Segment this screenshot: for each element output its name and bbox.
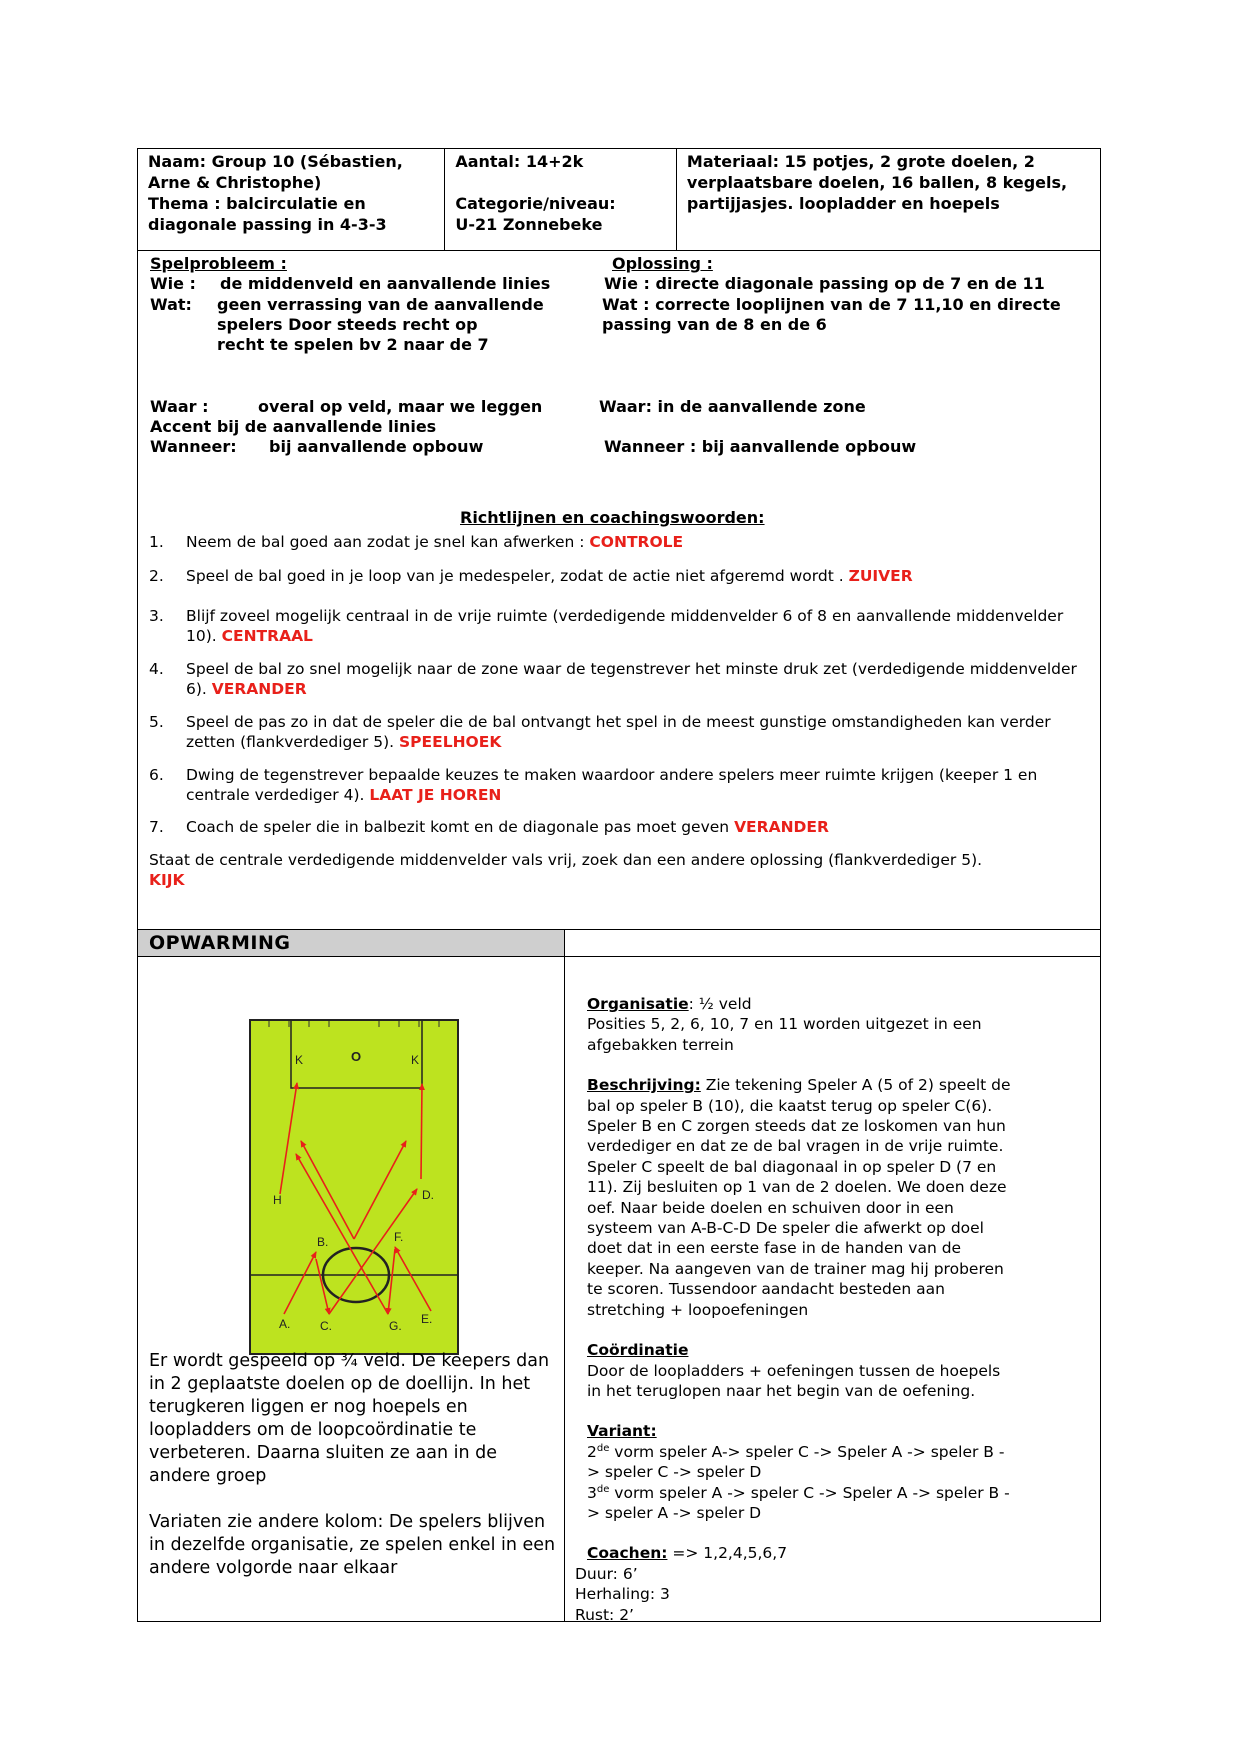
problem-solution-box: [137, 251, 1101, 930]
rest: Rust: 2’: [575, 1605, 634, 1624]
problem-when-label: Wanneer:: [150, 437, 237, 456]
guideline-item: 2. Speel de bal goed in je loop van je medespeler, zodat de actie niet afgeremd wordt . ZUIVER: [149, 567, 913, 585]
diagram-label: E.: [421, 1312, 433, 1326]
problem-who-label: Wie :: [150, 274, 196, 293]
duration: Duur: 6’: [575, 1564, 638, 1583]
problem-what-label: Wat:: [150, 295, 192, 314]
diagram-label: D.: [422, 1188, 434, 1202]
header-row: [137, 148, 1101, 251]
guideline-item: 5. Speel de pas zo in dat de speler die de bal ontvangt het spel in de meest gunstige omstandigheden kan verder zetten (flankverdediger 5). SPEELHOEK: [149, 713, 1051, 751]
header-name-theme: Naam: Group 10 (Sébastien, Arne & Christophe) Thema : balcirculatie en diagonale passing in 4-3-3: [138, 149, 445, 250]
solution-when: Wanneer : bij aanvallende opbouw: [604, 437, 917, 456]
opwarming-title: OPWARMING: [149, 932, 291, 954]
diagram-label: O: [351, 1049, 362, 1064]
warmup-description: Er wordt gespeeld op ¾ veld. De keepers dan in 2 geplaatste doelen op de doellijn. In het terugkeren liggen er nog hoepels en loopladders om de loopcoördinatie te verbeteren. Daarna sluiten ze aan in de andere groep: [149, 1351, 550, 1486]
header-count-category: Aantal: 14+2k Categorie/niveau: U-21 Zonnebeke: [445, 149, 677, 250]
problem-who: de middenveld en aanvallende linies: [220, 274, 551, 293]
diagram-label: F.: [394, 1230, 404, 1244]
problem-where: overal op veld, maar we leggen: [258, 397, 543, 416]
problem-where-label: Waar :: [150, 397, 209, 416]
opwarming-section: [137, 930, 1101, 1622]
opwarming-right-column: [565, 930, 1100, 1624]
guideline-extra: Staat de centrale verdedigende middenvelder vals vrij, zoek dan een andere oplossing (flankverdediger 5). KIJK: [149, 851, 983, 889]
warmup-details: Organisatie: ½ veld Posities 5, 2, 6, 10, 7 en 11 worden uitgezet in een afgebakken terrein Beschrijving: Zie tekening Speler A (5 of 2) speelt de bal op speler B (10), die kaatst terug op speler C(6). Speler B en C zorgen steeds dat ze loskomen van hun verdediger en dat ze de bal vragen in de vrije ruimte. Speler C speelt de bal diagonaal in op speler D (7 en 11). Zij besluiten op 1 van de 2 doelen. We doen deze oef. Naar beide doelen en schuiven door in een systeem van A-B-C-D De speler die afwerkt op doel doet dat in een eerste fase in de handen van de keeper. Na aangeven van de trainer mag hij proberen te scoren. Tussendoor aandacht besteden aan stretching + loopoefeningen Coördinatie Door de loopladders + oefeningen tussen de hoepels in het teruglopen naar het begin van de oefening. Variant: 2de vorm speler A-> speler C -> Speler A -> speler B -> speler C -> speler D 3de vorm speler A -> speler C -> Speler A -> speler B -> speler A -> speler D Coachen: => 1,2,4,5,6,7 Duur: 6’ Herhaling: 3 Rust: 2’: [587, 994, 1017, 1625]
guideline-item: 6. Dwing de tegenstrever bepaalde keuzes te maken waardoor andere spelers meer ruimte krijgen (keeper 1 en centrale verdediger 4). LAAT JE HOREN: [149, 766, 1038, 804]
warmup-variation-note: Variaten zie andere kolom: De spelers blijven in dezelfde organisatie, ze spelen enkel in een andere volgorde naar elkaar: [149, 1512, 556, 1578]
header-material: Materiaal: 15 potjes, 2 grote doelen, 2 verplaatsbare doelen, 16 ballen, 8 kegels, partijjasjes. loopladder en hoepels: [686, 152, 1068, 213]
diagram-label: G.: [389, 1319, 402, 1333]
richtlijnen-title: Richtlijnen en coachingswoorden:: [460, 508, 765, 527]
guideline-item: 4. Speel de bal zo snel mogelijk naar de zone waar de tegenstrever het minste druk zet (verdedigende middenvelder 6). VERANDER: [149, 660, 1077, 698]
guideline-item: 1. Neem de bal goed aan zodat je snel kan afwerken : CONTROLE: [149, 533, 684, 551]
solution-what-1: Wat : correcte looplijnen van de 7 11,10 en directe: [602, 295, 1061, 314]
diagram-label: C.: [320, 1319, 332, 1333]
guideline-item: 7. Coach de speler die in balbezit komt en de diagonale pas moet geven VERANDER: [149, 818, 829, 836]
solution-where: Waar: in de aanvallende zone: [599, 397, 866, 416]
problem-what-3: recht te spelen bv 2 naar de 7: [217, 335, 489, 354]
pass-arrow: [421, 1084, 422, 1179]
diagram-label: K: [295, 1053, 304, 1067]
exercise-diagram: [249, 1019, 460, 1356]
diagram-label: H: [273, 1193, 282, 1207]
solution-who: Wie : directe diagonale passing op de 7 en de 11: [604, 274, 1045, 293]
guideline-item: 3. Blijf zoveel mogelijk centraal in de vrije ruimte (verdedigende middenvelder 6 of 8 en aanvallende middenvelder 10). CENTRAAL: [149, 607, 1064, 645]
solution-what-2: passing van de 8 en de 6: [602, 315, 827, 334]
repetitions: Herhaling: 3: [575, 1585, 670, 1604]
problem-accent: Accent bij de aanvallende linies: [150, 417, 437, 436]
oplossing-title: Oplossing :: [612, 254, 713, 273]
diagram-label: K: [411, 1053, 420, 1067]
problem-what-1: geen verrassing van de aanvallende: [217, 295, 544, 314]
problem-what-2: spelers Door steeds recht op: [217, 315, 478, 334]
training-sheet: [137, 148, 1101, 1622]
opwarming-left-column: [138, 930, 565, 1621]
diagram-label: A.: [279, 1317, 291, 1331]
spelprobleem-title: Spelprobleem :: [150, 254, 287, 273]
problem-when: bij aanvallende opbouw: [269, 437, 484, 456]
diagram-label: B.: [317, 1235, 329, 1249]
